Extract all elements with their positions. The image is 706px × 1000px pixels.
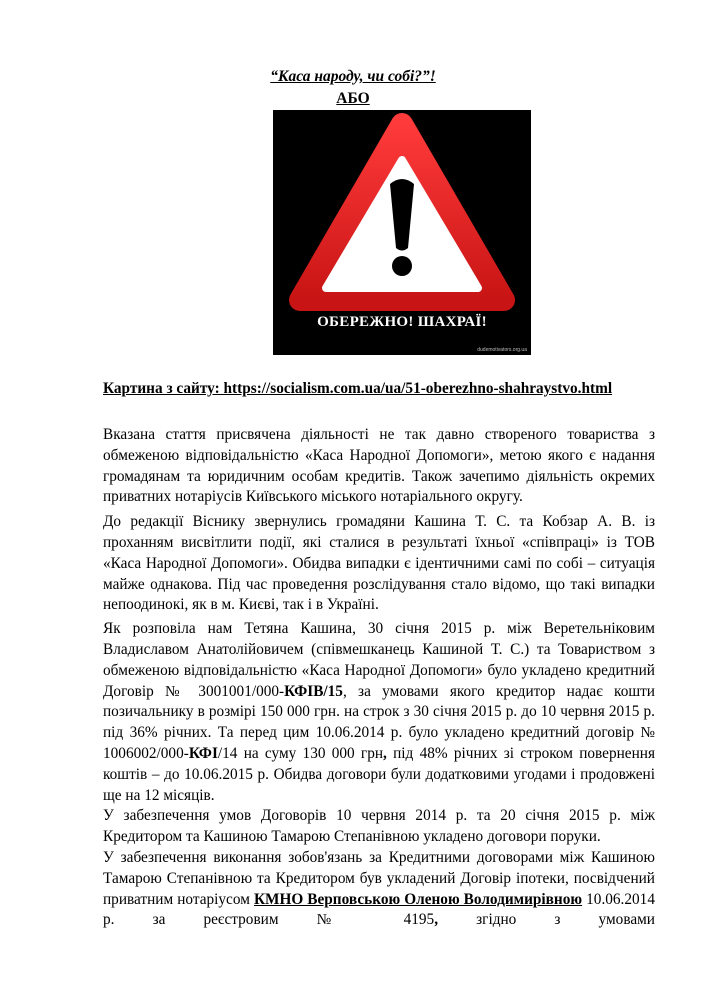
text-segment: під 48% річних зі строком повернення коштів – до 10.06.2015 р. Обидва договори були додатковими угодами і продовжені ще на 12 місяців. — [103, 744, 655, 804]
punctuation: , — [434, 911, 439, 929]
article-subtitle: АБО — [336, 90, 370, 107]
punctuation: , — [383, 744, 387, 762]
warning-text: ОБЕРЕЖНО! ШАХРАЇ! — [317, 314, 487, 330]
notary-name: КМНО Верповською Оленою Володимирівною — [253, 890, 583, 908]
paragraph-mortgage — [103, 848, 655, 931]
paragraph-surety: У забезпечення умов Договорів 10 червня 2014 р. та 20 січня 2015 р. між Кредитором та Кашиною Тамарою Степанівною укладено договори поруки. — [103, 807, 655, 846]
text-segment: /14 на суму 130 000 грн — [217, 744, 384, 762]
article-body — [103, 425, 655, 931]
contract-code: КФІ — [188, 744, 218, 762]
contract-code: КФІВ/15 — [284, 682, 343, 700]
text-segment: 10.06.2014 р. за реєстровим № 4195 — [103, 890, 655, 929]
text-segment: Як розповіла нам Тетяна Кашина, 30 січня 2015 р. між Веретельніковим Владиславом Анатолійовичем (співмешканець Кашиной Т. С.) та Товариством з обмеженою відповідальністю «Каса Народної Допомоги» було укладено кредитний Договір № 3001001/000- — [103, 620, 655, 700]
text-segment: згідно з умовами — [438, 911, 655, 929]
paragraph-contracts — [103, 619, 655, 806]
article-title: “Каса народу, чи собі?”! — [270, 68, 436, 85]
text-segment: У забезпечення виконання зобов'язань за Кредитними договорами між Кашиною Тамарою Степанівною та Кредитором був укладений Договір іпотеки, посвідчений приватним нотаріусом — [103, 848, 655, 908]
paragraph-intro: Вказана стаття присвячена діяльності не так давно створеного товариства з обмеженою відповідальністю «Каса Народної Допомоги», метою якого є надання громадянам та юридичним особам кредитів. Також зачепимо діяльність окремих приватних нотаріусів Київського міського нотаріального округу. — [103, 426, 655, 506]
paragraph-complaint: До редакції Віснику звернулись громадяни Кашина Т. С. та Кобзар А. В. із проханням висвітлити події, які сталися в результаті їхньої «співпраці» із ТОВ «Каса Народної Допомоги». Обидва випадки є ідентичними самі по собі – ситуація майже однакова. Під час проведення розслідування стало відомо, що такі випадки непоодинокі, як в м. Києві, так і в Україні. — [103, 513, 655, 614]
poster-watermark: dudemotivators.org.ua — [477, 347, 527, 353]
warning-poster — [273, 110, 531, 355]
text-segment: , за умовами якого кредитор надає кошти позичальнику в розмірі 150 000 грн. на строк з 30 січня 2015 р. до 10 червня 2015 р. під 36% річних. Та перед цим 10.06.2014 р. було укладено кредитний договір № 1006002/000- — [103, 682, 655, 762]
image-source-caption: Картина з сайту: https://socialism.com.ua/ua/51-oberezhno-shahraystvo.html — [103, 380, 613, 397]
